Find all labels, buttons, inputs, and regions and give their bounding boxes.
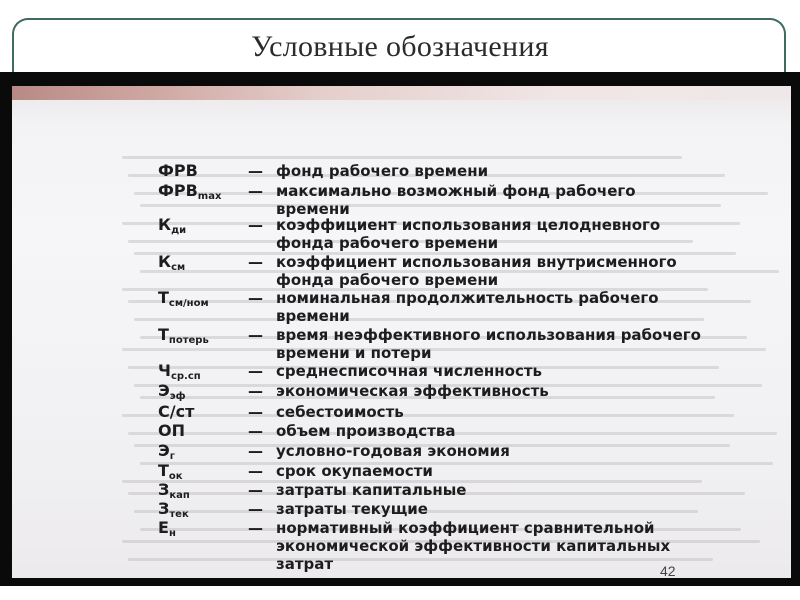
definition-line: фонда рабочего времени xyxy=(276,271,499,289)
definition-line: фонда рабочего времени xyxy=(276,234,499,252)
legend-symbol: ОП xyxy=(158,421,185,440)
legend-definition xyxy=(276,362,776,380)
legend-dash: — xyxy=(248,253,263,271)
legend-definition xyxy=(276,162,776,180)
slide-title: Условные обозначения xyxy=(251,30,549,63)
definition-line: условно-годовая экономия xyxy=(276,442,510,460)
bleed-line xyxy=(122,156,682,159)
definition-line: номинальная продолжительность рабочего xyxy=(276,289,659,307)
legend-definition xyxy=(276,519,776,573)
definition-line: экономическая эффективность xyxy=(276,382,549,400)
definition-line: максимально возможный фонд рабочего xyxy=(276,182,636,200)
legend-definition xyxy=(276,216,776,252)
definition-line: фонд рабочего времени xyxy=(276,162,489,180)
legend-symbol: $Т_{см/ном}$ xyxy=(158,288,209,309)
legend-definition xyxy=(276,253,776,289)
definition-line: экономической эффективности капитальных xyxy=(276,537,671,555)
legend-dash: — xyxy=(248,326,263,344)
legend-symbol: $З_{тек}$ xyxy=(158,499,189,520)
legend-dash: — xyxy=(248,500,263,518)
legend-dash: — xyxy=(248,216,263,234)
legend-symbol: С/ст xyxy=(158,402,195,421)
definition-line: затраты капитальные xyxy=(276,481,467,499)
legend-dash: — xyxy=(248,519,263,537)
definition-line: нормативный коэффициент сравнительной xyxy=(276,519,655,537)
definition-line: времени xyxy=(276,307,350,325)
legend-dash: — xyxy=(248,289,263,307)
legend-definition xyxy=(276,500,776,518)
definition-line: затраты текущие xyxy=(276,500,428,518)
legend-definition xyxy=(276,462,776,480)
legend-symbol: $Т_{ок}$ xyxy=(158,461,183,482)
legend-symbol: $З_{кап}$ xyxy=(158,480,190,501)
legend-dash: — xyxy=(248,422,263,440)
definition-line: времени и потери xyxy=(276,344,432,362)
page-number: 42 xyxy=(660,563,676,579)
definition-line: времени xyxy=(276,200,350,218)
definition-line: срок окупаемости xyxy=(276,462,433,480)
legend-symbol: ФРВ xyxy=(158,161,198,180)
definition-line: затрат xyxy=(276,555,334,573)
legend-symbol: $Е_н$ xyxy=(158,518,176,539)
legend-dash: — xyxy=(248,362,263,380)
definition-line: среднесписочная численность xyxy=(276,362,543,380)
legend-symbol: $Ч_{ср.сп}$ xyxy=(158,361,201,382)
legend-definition xyxy=(276,481,776,499)
legend-symbol: $К_{ди}$ xyxy=(158,215,187,236)
legend-symbol: $Э_{эф}$ xyxy=(158,381,186,402)
legend-definition xyxy=(276,442,776,460)
page-top-strip xyxy=(12,86,791,100)
legend-definition xyxy=(276,403,776,421)
legend-dash: — xyxy=(248,481,263,499)
legend-definition xyxy=(276,182,776,218)
legend-definition xyxy=(276,422,776,440)
legend-dash: — xyxy=(248,462,263,480)
legend-definition xyxy=(276,326,776,362)
legend-symbol: $Э_г$ xyxy=(158,441,175,462)
legend-dash: — xyxy=(248,442,263,460)
definition-line: себестоимость xyxy=(276,403,404,421)
legend-definition xyxy=(276,289,776,325)
legend-dash: — xyxy=(248,382,263,400)
legend-definition xyxy=(276,382,776,400)
legend-symbol: $Т_{потерь}$ xyxy=(158,325,209,346)
legend-dash: — xyxy=(248,162,263,180)
definition-line: объем производства xyxy=(276,422,456,440)
definition-line: коэффициент использования внутрисменного xyxy=(276,253,677,271)
definition-line: время неэффективного использования рабочего xyxy=(276,326,701,344)
legend-dash: — xyxy=(248,403,263,421)
scanned-page-image xyxy=(12,86,791,578)
legend-symbol: $К_{см}$ xyxy=(158,252,186,273)
legend-symbol: $ФРВ_{max}$ xyxy=(158,181,222,202)
definition-line: коэффициент использования целодневного xyxy=(276,216,661,234)
legend-dash: — xyxy=(248,182,263,200)
